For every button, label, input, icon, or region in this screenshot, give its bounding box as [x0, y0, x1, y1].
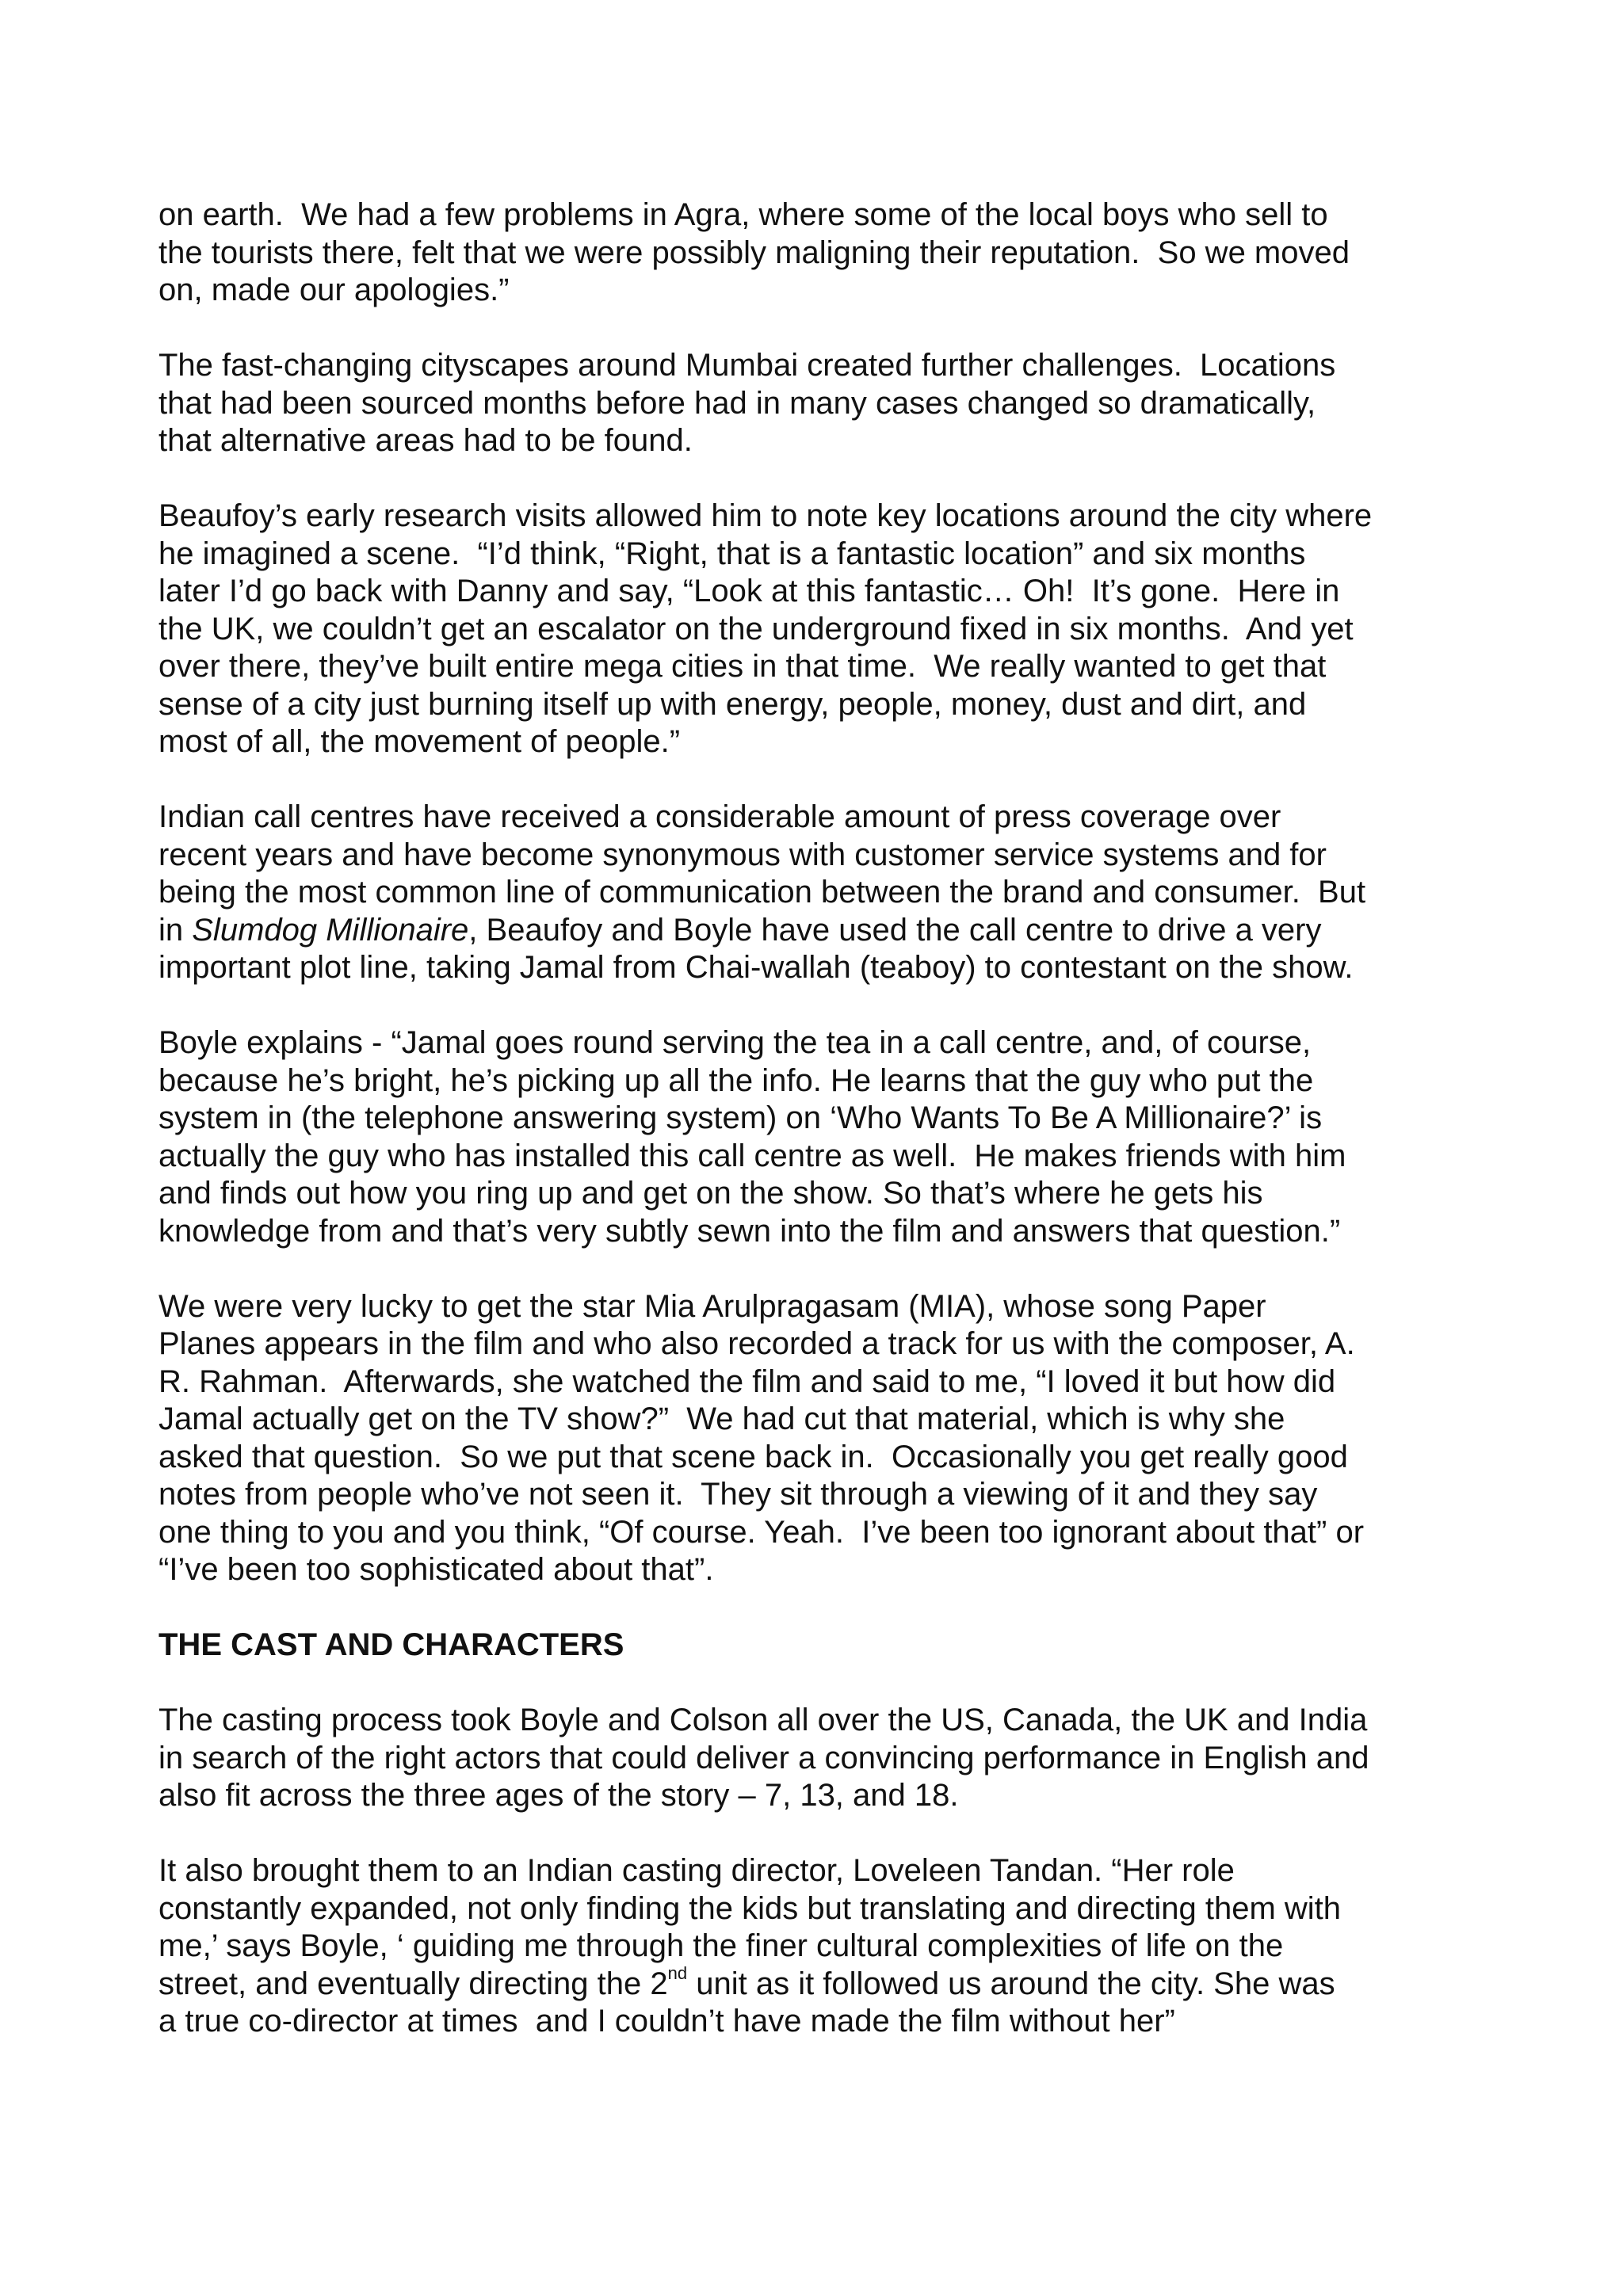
paragraph-boyle-explains [158, 1024, 1442, 1250]
text-line: being the most common line of communication between the brand and consumer. But [158, 875, 1366, 910]
paragraph-call-centres [158, 799, 1442, 987]
text-line: The casting process took Boyle and Colson all over the US, Canada, the UK and India [158, 1703, 1368, 1737]
text-line: knowledge from and that’s very subtly sewn into the film and answers that question.” [158, 1213, 1341, 1249]
text-line: asked that question. So we put that scene back in. Occasionally you get really good [158, 1439, 1348, 1474]
paragraph-loveleen-tandan [158, 1852, 1442, 2041]
text-line: me,’ says Boyle, ‘ guiding me through the finer cultural complexities of life on the [158, 1928, 1284, 1963]
text-line: also fit across the three ages of the story – 7, 13, and 18. [158, 1778, 959, 1813]
text-line: one thing to you and you think, “Of course. Yeah. I’ve been too ignorant about that” or [158, 1514, 1365, 1550]
text-line: because he’s bright, he’s picking up all the info. He learns that the guy who put the [158, 1062, 1314, 1098]
paragraph-casting-process [158, 1702, 1442, 1815]
text-line: Jamal actually get on the TV show?” We had cut that material, which is why she [158, 1402, 1285, 1436]
paragraph-cityscapes [158, 347, 1442, 460]
text-line: most of all, the movement of people.” [158, 724, 681, 759]
text-line: on, made our apologies.” [158, 273, 510, 307]
paragraph-research-visits [158, 498, 1442, 761]
text-line: on earth. We had a few problems in Agra, where some of the local boys who sell to [158, 197, 1328, 232]
paragraph-agra [158, 196, 1442, 310]
text-line: important plot line, taking Jamal from Chai-wallah (teaboy) to contestant on the show. [158, 950, 1354, 985]
text-line: and finds out how you ring up and get on the show. So that’s where he gets his [158, 1176, 1263, 1211]
text-line: constantly expanded, not only finding the kids but translating and directing them with [158, 1890, 1342, 1926]
text-line: that had been sourced months before had in many cases changed so dramatically, [158, 385, 1316, 421]
text-fragment: in [158, 912, 193, 948]
text-line: notes from people who’ve not seen it. They sit through a viewing of it and they say [158, 1477, 1318, 1512]
text-line: the UK, we couldn’t get an escalator on the underground fixed in six months. And yet [158, 611, 1354, 646]
text-line: “I’ve been too sophisticated about that”. [158, 1552, 714, 1587]
text-line: Indian call centres have received a considerable amount of press coverage over [158, 799, 1281, 834]
ordinal-superscript: nd [667, 1963, 688, 1984]
document-page [158, 196, 1442, 2078]
text-line: It also brought them to an Indian casting director, Loveleen Tandan. “Her role [158, 1853, 1235, 1888]
text-line: that alternative areas had to be found. [158, 423, 693, 458]
text-line: Planes appears in the film and who also recorded a track for us with the composer, A. [158, 1326, 1355, 1361]
text-line: We were very lucky to get the star Mia Arulpragasam (MIA), whose song Paper [158, 1288, 1266, 1324]
film-title: Slumdog Millionaire [192, 912, 469, 948]
text-line [158, 912, 1442, 950]
text-line: he imagined a scene. “I’d think, “Right, that is a fantastic location” and six months [158, 536, 1306, 571]
text-line: in search of the right actors that could deliver a convincing performance in English and [158, 1740, 1369, 1775]
text-line: the tourists there, felt that we were possibly maligning their reputation. So we moved [158, 235, 1350, 270]
text-line: over there, they’ve built entire mega cities in that time. We really wanted to get that [158, 649, 1327, 684]
text-fragment: street, and eventually directing the 2 [158, 1966, 668, 2001]
text-fragment: , Beaufoy and Boyle have used the call centre to drive a very [468, 912, 1322, 948]
text-line: The fast-changing cityscapes around Mumbai created further challenges. Locations [158, 348, 1336, 383]
text-fragment: unit as it followed us around the city. She was [687, 1966, 1335, 2001]
text-line: Beaufoy’s early research visits allowed him to note key locations around the city where [158, 498, 1373, 533]
text-line: actually the guy who has installed this call centre as well. He makes friends with him [158, 1138, 1346, 1173]
text-line: a true co-director at times and I couldn’t have made the film without her” [158, 2004, 1175, 2039]
text-line: system in (the telephone answering system) on ‘Who Wants To Be A Millionaire?’ is [158, 1100, 1323, 1135]
text-line [158, 1963, 1442, 2004]
text-line: recent years and have become synonymous with customer service systems and for [158, 837, 1327, 872]
text-line: Boyle explains - “Jamal goes round serving the tea in a call centre, and, of course, [158, 1025, 1312, 1060]
text-line: later I’d go back with Danny and say, “Look at this fantastic… Oh! It’s gone. Here in [158, 574, 1340, 608]
section-heading: THE CAST AND CHARACTERS [158, 1627, 624, 1662]
text-line: R. Rahman. Afterwards, she watched the film and said to me, “I loved it but how did [158, 1363, 1336, 1399]
text-line: sense of a city just burning itself up with energy, people, money, dust and dirt, and [158, 686, 1307, 722]
paragraph-mia [158, 1288, 1442, 1589]
